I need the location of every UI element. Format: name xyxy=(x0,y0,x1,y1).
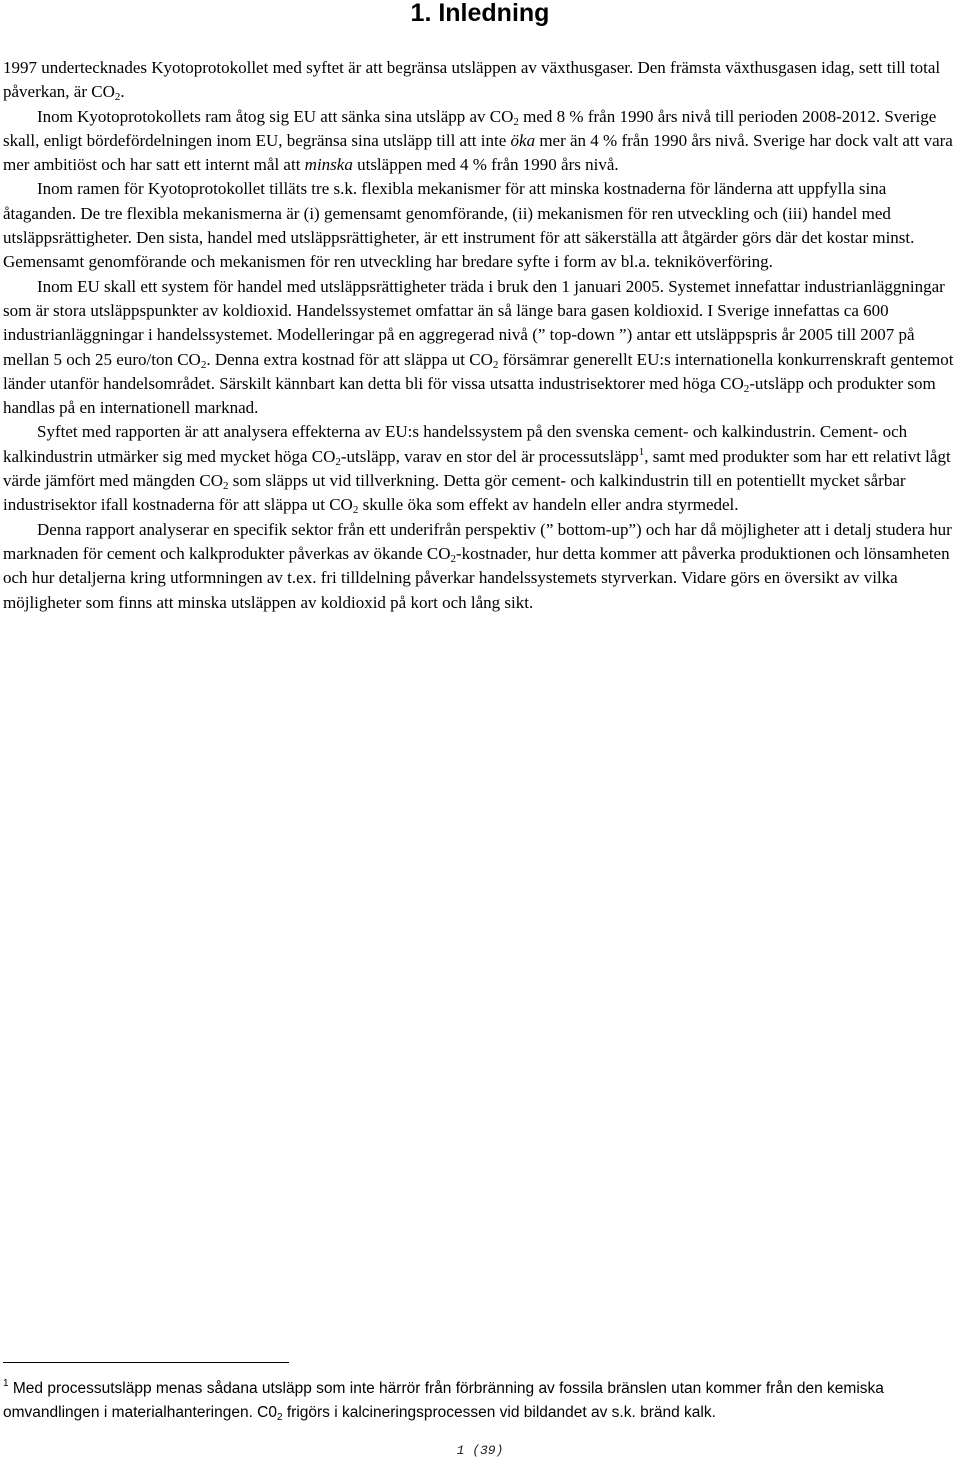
subscript-2: 2 xyxy=(743,382,750,395)
footnote-separator xyxy=(3,1362,289,1363)
subscript-2: 2 xyxy=(450,552,456,565)
paragraph-3: Inom ramen för Kyotoprotokollet tilläts tre s.k. flexibla mekanismer för att minska kostnaderna för länderna att uppfylla sina åtaganden. De tre flexibla mekanismerna är (i) gemensamt genomförande, (ii) mekanismen för ren utveckling och (iii) handel med utsläppsrättigheter. Den sista, handel med utsläppsrättigheter, är ett instrument för att säkerställa att åtgärder görs där det kostar minst. Gemensamt genomförande och mekanismen för ren utveckling har bredare syfte i form av bl.a. tekniköverföring. xyxy=(3,179,915,272)
subscript-2: 2 xyxy=(492,358,499,371)
subscript-2: 2 xyxy=(114,91,121,104)
body-text xyxy=(3,56,955,615)
emphasis-oka: öka xyxy=(510,130,536,150)
footnote-marker: 1 xyxy=(3,1378,9,1389)
footnote-reference[interactable]: 1 xyxy=(638,445,645,458)
page-number: 1 (39) xyxy=(456,1443,504,1458)
section-heading: 1. Inledning xyxy=(410,0,550,27)
subscript-2: 2 xyxy=(277,1412,283,1423)
paragraph-2: Inom Kyotoprotokollets ram åtog sig EU att sänka sina utsläpp av $CO_2$ med 8 % från 1990 års nivå till perioden 2008-2012. Sverige skall, enligt bördefördelningen inom EU, begränsa sina utsläpp till att inte öka mer än 4 % från 1990 års nivå. Sverige har dock valt att vara mer ambitiöst och har satt ett internt mål att minska utsläppen med 4 % från 1990 års nivå. xyxy=(3,106,953,175)
subscript-2: 2 xyxy=(223,480,229,493)
emphasis-minska: minska xyxy=(304,155,353,175)
paragraph-4: Inom EU skall ett system för handel med utsläppsrättigheter träda i bruk den 1 januari 2005. Systemet innefattar industrianläggningar som är stora utsläppspunkter av koldioxid. Handelssystemet omfattar än så länge bara gasen koldioxid. I Sverige innefattas ca 600 industrianläggningar i handelssystemet. Modelleringar på en aggregerad nivå (” top-down ”) antar ett utsläppspris år 2005 till 2007 på mellan 5 och 25 euro/ton $CO_2$. Denna extra kostnad för att släppa ut $CO_2$ försämrar generellt EU:s internationella konkurrenskraft gentemot länder utanför handelsområdet. Särskilt kännbart kan detta bli för vissa utsatta industrisektorer med höga $CO_2$-utsläpp och produkter som handlas på en internationell marknad. xyxy=(3,276,954,418)
subscript-2: 2 xyxy=(335,455,341,468)
paragraph-1: 1997 undertecknades Kyotoprotokollet med syftet är att begränsa utsläppen av växthusgaser. Den främsta växthusgasen idag, sett till total påverkan, är $CO_2$. xyxy=(3,58,941,104)
paragraph-5: Syftet med rapporten är att analysera effekterna av EU:s handelssystem på den svenska cement- och kalkindustrin. Cement- och kalkindustrin utmärker sig med mycket höga $CO_2$-utsläpp, varav en stor del är processutsläpp$^1$, samt med produkter som har ett relativt lågt värde jämfört med mängden $CO_2$ som släpps ut vid tillverkning. Detta gör cement- och kalkindustrin till en potentiellt mycket sårbar industrisektor ifall kostnaderna för att släppa ut $CO_2$ skulle öka som effekt av handeln eller andra styrmedel. xyxy=(3,422,951,517)
subscript-2: 2 xyxy=(200,358,207,371)
footnote: $^1$ Med processutsläpp menas sådana utsläpp som inte härrör från förbränning av fossila bränslen utan kommer från den kemiska omvandlingen i materialhanteringen. $C0_2$ frigörs i kalcineringsprocessen vid bildandet av s.k. bränd kalk. xyxy=(3,1378,884,1423)
subscript-2: 2 xyxy=(352,504,359,517)
subscript-2: 2 xyxy=(513,115,519,128)
paragraph-6: Denna rapport analyserar en specifik sektor från ett underifrån perspektiv (” bottom-up”) och har då möjligheter att i detalj studera hur marknaden för cement och kalkprodukter påverkas av ökande $CO_2$-kostnader, hur detta kommer att påverka produktionen och lönsamheten och hur detaljerna kring utformningen av t.ex. fri tilldelning påverkar handelssystemets styrverkan. Vidare görs en översikt av vilka möjligheter som finns att minska utsläppen av koldioxid på kort och lång sikt. xyxy=(3,519,952,612)
